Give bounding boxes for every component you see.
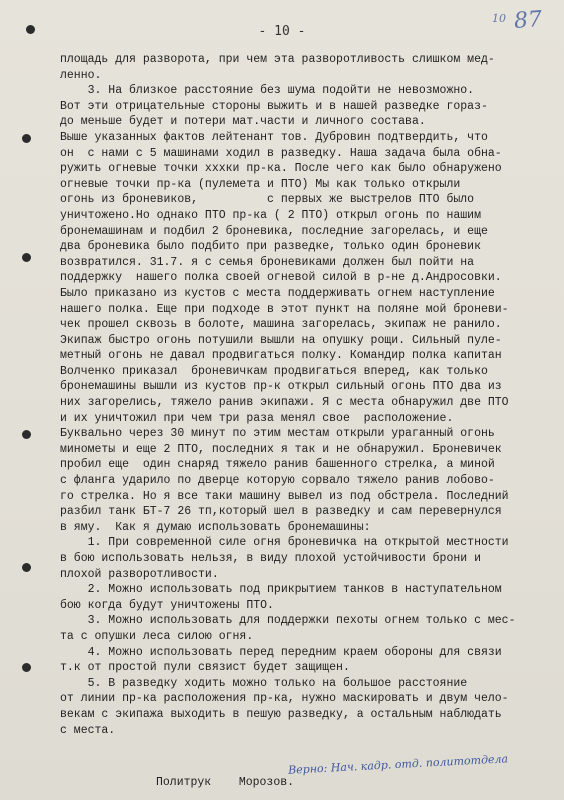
punch-hole: [22, 253, 31, 262]
text-line: Волченко приказал броневичкам продвигаться вперед, как только: [60, 364, 488, 378]
punch-hole: [22, 134, 31, 143]
text-line: поддержку нашего полка своей огневой силой в р-не д.Андросовки.: [60, 271, 502, 285]
text-line: т.к от простой пули связист будет защищен.: [60, 661, 350, 675]
text-line: возвратился. 31.7. я с семья броневиками должен был пойти на: [60, 255, 475, 269]
text-line: бронемашины вышли из кустов пр-к открыл сильный огонь ПТО два из: [60, 380, 502, 394]
text-line: го стрелка. Но я все таки машину вывел из под обстрела. Последний: [60, 489, 509, 503]
text-line: нашего полка. Еще при подходе в этот пункт на поляне мой броневи-: [60, 302, 509, 316]
text-line: Буквально через 30 минут по этим местам открыли ураганный огонь: [60, 427, 495, 441]
page-number: - 10 -: [258, 24, 306, 39]
text-line: та с опушки леса силою огня.: [60, 629, 254, 643]
text-line: до меньше будет и потери мат.части и личного состава.: [60, 115, 426, 129]
text-line: площадь для разворота, при чем эта разворотливость слишком мед-: [60, 53, 495, 66]
text-line: огонь из броневиков, с первых же выстрелов ПТО было: [60, 193, 475, 207]
text-line: пробил еще один снаряд тяжело ранив башенного стрелка, а миной: [60, 458, 495, 472]
text-line: с места.: [60, 723, 116, 737]
text-line: чек прошел сквозь в болоте, машина загорелась, экипаж не ранило.: [60, 318, 502, 332]
text-line: метный огонь не давал продвигаться полку. Командир полка капитан: [60, 349, 502, 363]
document-body: [60, 52, 550, 738]
text-line: 1. При современной силе огня броневичка на открытой местности: [60, 536, 509, 550]
punch-hole: [22, 663, 31, 672]
text-line: уничтожено.Но однако ПТО пр-ка ( 2 ПТО) открыл огонь по нашим: [60, 208, 481, 222]
text-line: два броневика было подбито при разведке, только один броневик: [60, 240, 481, 254]
text-line: разбил танк БТ-7 26 тп,который шел в разведку и сам перевернулся: [60, 505, 502, 519]
punch-hole: [22, 563, 31, 572]
signature-line: Политрук Морозов.: [156, 776, 295, 789]
text-line: 4. Можно использовать перед передним краем обороны для связи: [60, 645, 502, 659]
archive-folio-small: 10: [492, 12, 506, 25]
text-line: 3. Можно использовать для поддержки пехоты огнем только с мес-: [60, 614, 516, 628]
text-line: и их уничтожил при чем три раза менял свое расположение.: [60, 411, 454, 425]
text-line: бронемашинам и подбил 2 броневика, последние загорелась, и еще: [60, 224, 488, 238]
punch-hole: [22, 430, 31, 439]
archive-folio-number: 87: [513, 7, 543, 34]
text-line: плохой разворотливости.: [60, 567, 219, 581]
text-line: в бою использовать нельзя, в виду плохой устойчивости брони и: [60, 552, 481, 565]
text-line: Вот эти отрицательные стороны выжить и в нашей разведке гораз-: [60, 99, 488, 113]
text-line: 3. На близкое расстояние без шума подойти не невозможно.: [60, 84, 475, 98]
text-line: Было приказано из кустов с места поддерживать огнем наступление: [60, 286, 495, 300]
handwritten-certification: Верно: Нач. кадр. отд. политотдела: [287, 752, 509, 777]
text-line: Выше указанных фактов лейтенант тов. Дубровин подтвердить, что: [60, 130, 488, 144]
text-line: ленно.: [60, 68, 102, 82]
text-line: Экипаж быстро огонь потушили вышли на опушку рощи. Сильный пуле-: [60, 333, 502, 347]
text-line: 5. В разведку ходить можно только на большое расстояние: [60, 676, 468, 690]
text-line: с фланга ударило по дверце которую сорвало тяжело ранив лобово-: [60, 474, 495, 488]
text-line: огневые точки пр-ка (пулемета и ПТО) Мы как только открыли: [60, 177, 461, 191]
text-line: ружить огневые точки хххки пр-ка. После чего как было обнаружено: [60, 162, 502, 176]
text-line: векам с экипажа выходить в пешую разведку, а остальным наблюдать: [60, 707, 502, 721]
text-line: 2. Можно использовать под прикрытием танков в наступательном: [60, 583, 502, 597]
text-line: он с нами с 5 машинами ходил в разведку. Наша задача была обна-: [60, 146, 502, 160]
text-line: в яму. Как я думаю использовать бронемашины:: [60, 520, 371, 534]
text-line: них загорелись, тяжело ранив экипажи. Я с места обнаружил две ПТО: [60, 396, 509, 410]
text-line: минометы и еще 2 ПТО, последних я так и не обнаружил. Броневичек: [60, 442, 502, 456]
text-line: от линии пр-ка расположения пр-ка, нужно маскировать и двум чело-: [60, 692, 509, 706]
text-line: бою когда будут уничтожены ПТО.: [60, 598, 274, 612]
